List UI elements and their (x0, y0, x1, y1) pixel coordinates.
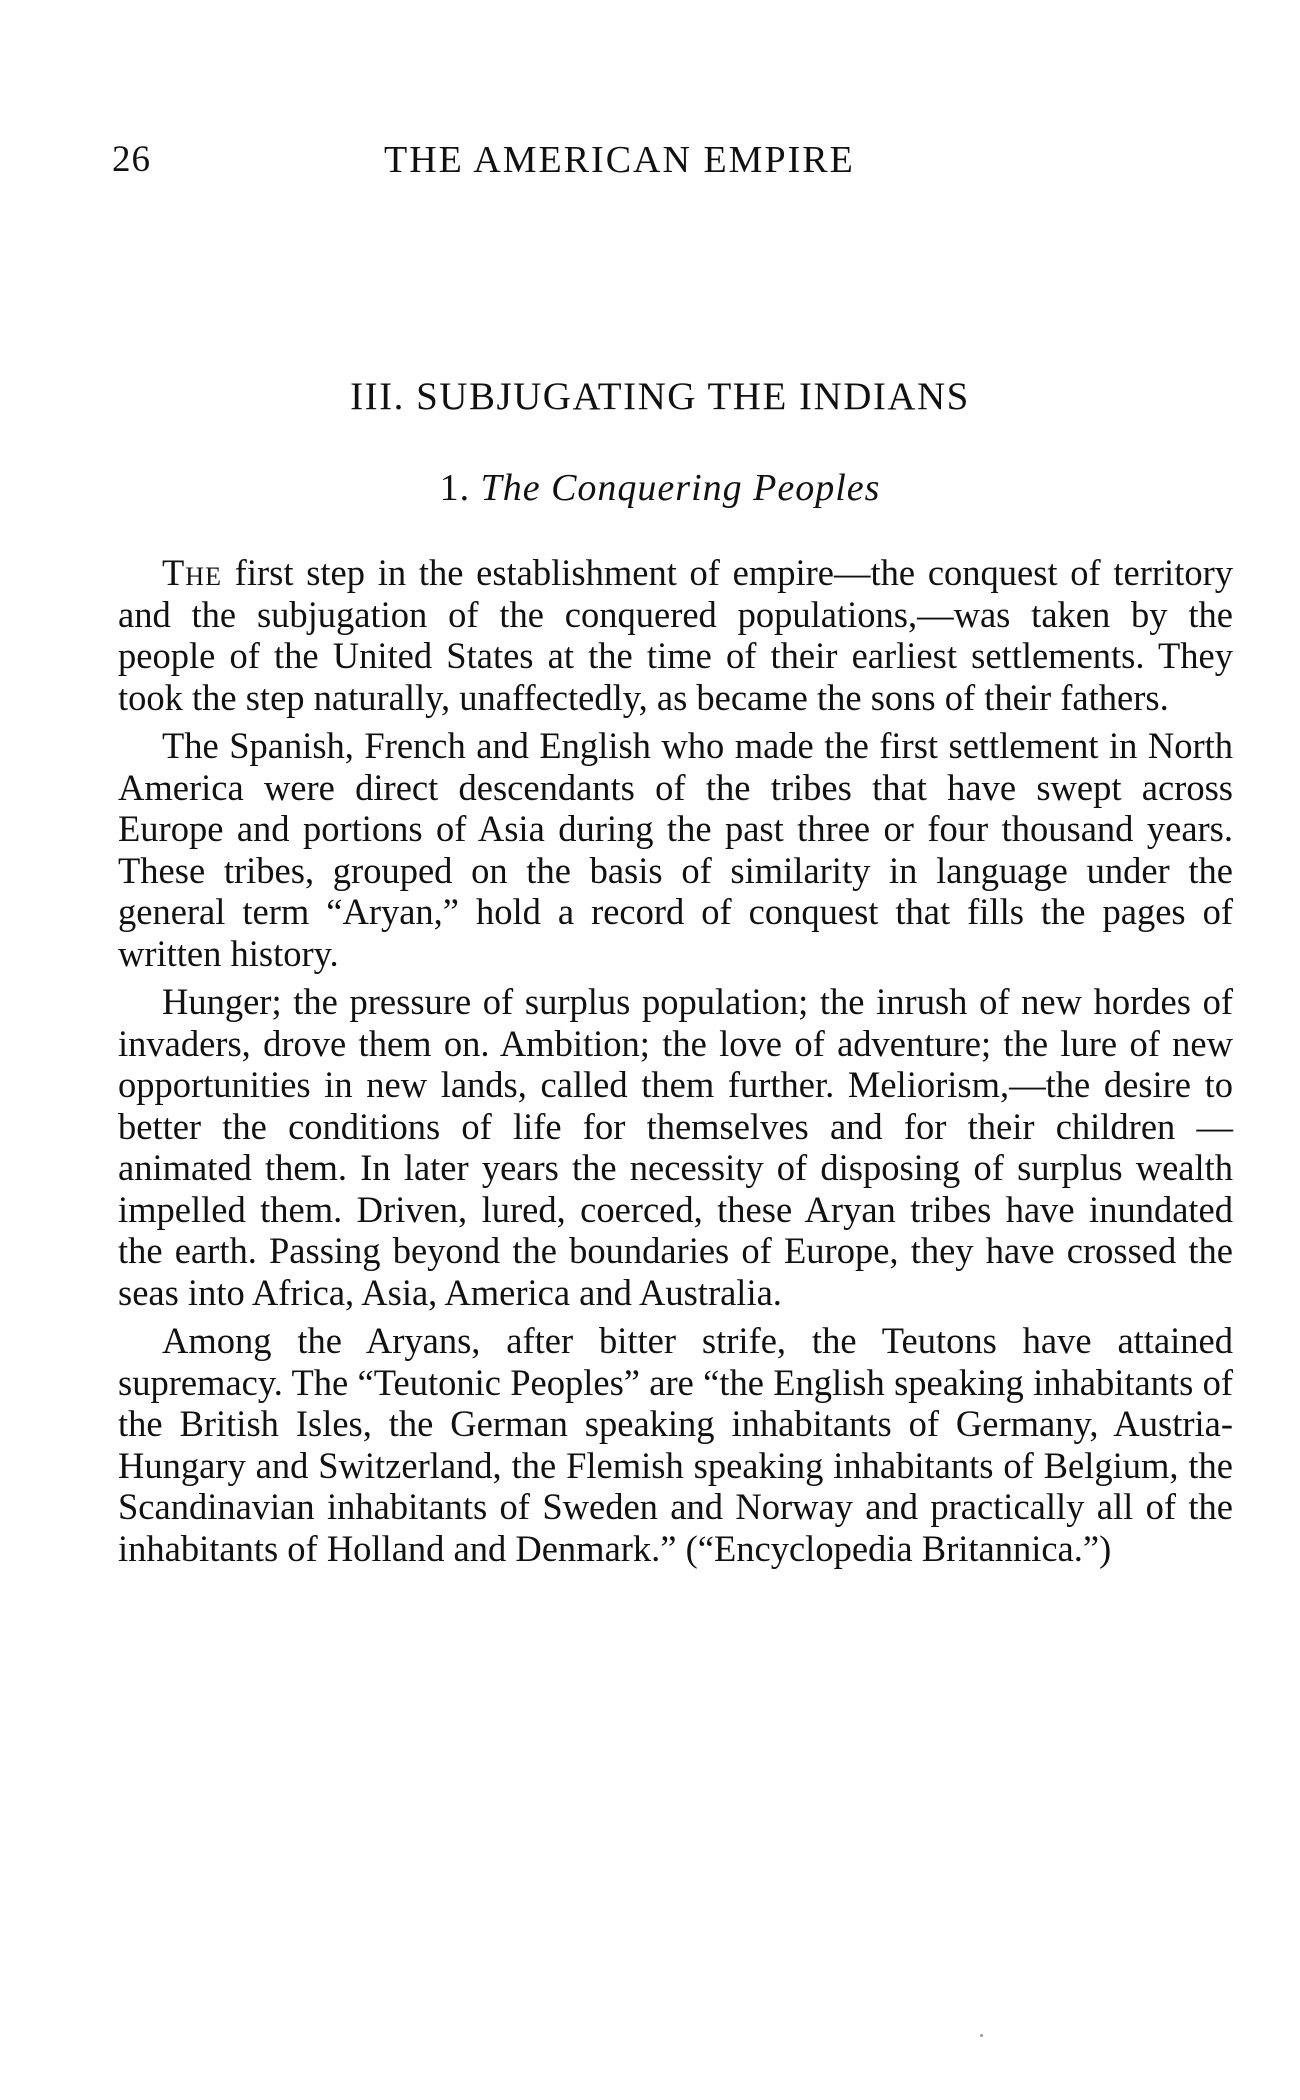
section-title: The Conquering Peoples (480, 467, 881, 509)
paragraph (118, 552, 1233, 718)
page-number: 26 (112, 139, 151, 180)
paragraph-lead-word: The (162, 552, 222, 593)
running-title: THE AMERICAN EMPIRE (384, 139, 855, 181)
paragraph: Hunger; the pressure of surplus population; the inrush of new hordes of invaders, drove them on. Ambition; the love of adventure; the lure of new opportunities in new lands, called them further. Meliorism,—the desire to better the conditions of life for themselves and for their children —animated them. In later years the necessity of disposing of surplus wealth impelled them. Driven, lured, coerced, these Aryan tribes have inundated the earth. Passing beyond the boundaries of Europe, they have crossed the seas into Africa, Asia, America and Australia. (118, 981, 1233, 1313)
paragraph-text: first step in the establishment of empire—the conquest of territory and the subjugation of the conquered populations,—was taken by the people of the United States at the time of their earliest settlements. They took the step naturally, unaffectedly, as became the sons of their fathers. (118, 552, 1233, 718)
body-text (118, 552, 1233, 1576)
page-speck (980, 2034, 983, 2037)
section-heading (0, 466, 1300, 510)
section-number: 1. (439, 467, 471, 509)
running-head (112, 138, 1232, 198)
paragraph: The Spanish, French and English who made the first settlement in North America were direct descendants of the tribes that have swept across Europe and portions of Asia during the past three or four thousand years. These tribes, grouped on the basis of similarity in language under the general term “Aryan,” hold a record of conquest that fills the pages of written history. (118, 725, 1233, 974)
chapter-heading: III. SUBJUGATING THE INDIANS (350, 375, 970, 418)
paragraph: Among the Aryans, after bitter strife, the Teutons have attained supremacy. The “Teutonic Peoples” are “the English speaking inhabitants of the British Isles, the German speaking inhabitants of Germany, Austria-Hungary and Switzerland, the Flemish speaking inhabitants of Belgium, the Scandinavian inhabitants of Sweden and Norway and practically all of the inhabitants of Holland and Denmark.” (“Encyclopedia Britannica.”) (118, 1320, 1233, 1569)
